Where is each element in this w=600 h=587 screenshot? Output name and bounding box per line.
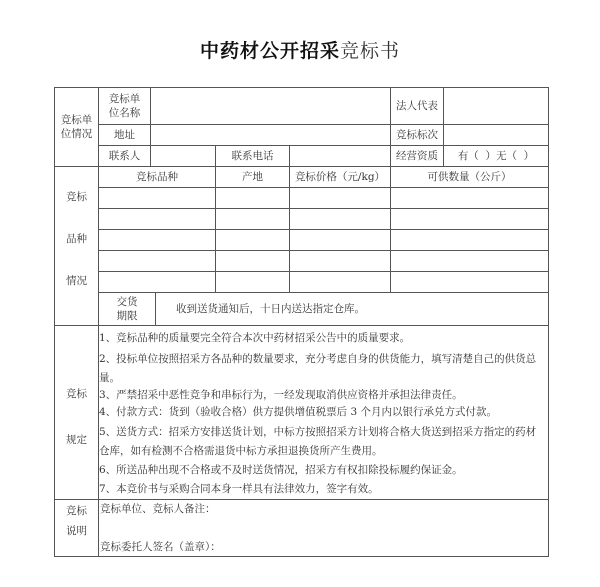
delivery-value: 收到送货通知后，十日内送达指定仓库。 (176, 303, 365, 315)
variety-cell[interactable] (290, 209, 390, 229)
contact-label: 联系人 (108, 150, 141, 162)
delivery-label-line2: 期限 (116, 310, 138, 322)
variety-cell[interactable] (216, 230, 289, 250)
bidder-section-label (55, 88, 98, 166)
table-border-right (548, 87, 549, 557)
variety-cell[interactable] (216, 209, 289, 229)
notes-section-label-2: 说明 (66, 525, 87, 537)
variety-cell[interactable] (391, 272, 548, 292)
variety-cell[interactable] (290, 188, 390, 208)
bidder-name-field[interactable] (151, 88, 390, 124)
bidder-name-label-line2: 位名称 (108, 107, 141, 119)
signature-label: 竞标委托人签名（盖章）： (100, 541, 221, 553)
variety-cell[interactable] (99, 209, 215, 229)
rule-item-4: 4、付款方式：货到（验收合格）供方提供增值税票后 3 个月内以银行承兑方式付款。 (99, 406, 498, 418)
bid-order-field[interactable] (444, 125, 548, 145)
col-divider (155, 292, 156, 325)
address-label: 地址 (114, 129, 135, 141)
bidder-name-label (99, 88, 150, 124)
variety-cell[interactable] (216, 251, 289, 271)
variety-cell[interactable] (216, 188, 289, 208)
bidder-name-label-line1: 竞标单 (108, 93, 141, 105)
qualification-field[interactable]: 有（ ）无（ ） (457, 150, 535, 162)
variety-cell[interactable] (99, 272, 215, 292)
variety-cell[interactable] (290, 272, 390, 292)
variety-cell[interactable] (99, 230, 215, 250)
qualification-label: 经营资质 (396, 150, 438, 162)
variety-cell[interactable] (216, 272, 289, 292)
bid-order-label: 竞标标次 (396, 129, 438, 141)
variety-cell[interactable] (99, 251, 215, 271)
rule-item-6: 6、所送品种出现不合格或不及时送货情况，招采方有权扣除投标履约保证金。 (99, 464, 463, 476)
rule-item-1: 1、竞标品种的质量要完全符合本次中药材招采公告中的质量要求。 (99, 332, 411, 344)
header-quantity: 可供数量（公斤） (427, 171, 512, 183)
notes-section-label-1: 竞标 (66, 505, 87, 517)
rule-item-7: 7、本竞价书与采购合同本身一样具有法律效力，签字有效。 (99, 483, 379, 495)
variety-cell[interactable] (290, 230, 390, 250)
delivery-label-line1: 交货 (116, 296, 138, 308)
rule-item-2: 2、投标单位按照招采方各品种的数量要求，充分考虑自身的供货能力，填写清楚自己的供货总量。 (99, 353, 537, 384)
varieties-section-label-1: 竞标 (66, 191, 87, 203)
variety-cell[interactable] (99, 188, 215, 208)
bidder-section-label-line1: 竞标单 (60, 114, 93, 126)
phone-label: 联系电话 (231, 150, 274, 162)
variety-cell[interactable] (391, 209, 548, 229)
address-field[interactable] (151, 125, 390, 145)
variety-cell[interactable] (391, 251, 548, 271)
rules-section-label-2: 规定 (66, 434, 87, 446)
legal-rep-field[interactable] (444, 88, 548, 124)
variety-cell[interactable] (391, 230, 548, 250)
page-title (0, 36, 600, 63)
header-price: 竞标价格（元/kg） (294, 171, 386, 183)
varieties-section-label-3: 情况 (66, 275, 87, 287)
row-divider (54, 499, 549, 500)
rule-item-3: 3、严禁招采中恶性竞争和串标行为，一经发现取消供应资格并承担法律责任。 (99, 389, 463, 401)
variety-cell[interactable] (391, 188, 548, 208)
header-origin: 产地 (242, 171, 263, 183)
bidder-section-label-line2: 位情况 (60, 128, 93, 140)
remarks-label: 竞标单位、竞标人备注： (100, 503, 216, 515)
row-divider (98, 292, 549, 293)
phone-field[interactable] (290, 146, 390, 166)
row-divider (54, 325, 549, 326)
varieties-section-label-2: 品种 (66, 233, 87, 245)
rule-item-5: 5、送货方式：招采方安排送货计划，中标方按照招采方计划将合格大货送到招采方指定的药材仓库，如有检测不合格需退货中标方承担退换货所产生费用。 (99, 426, 537, 457)
delivery-label (99, 293, 155, 325)
title-bold: 中药材公开招采 (199, 40, 340, 62)
table-border-bottom (54, 556, 549, 557)
contact-field[interactable] (151, 146, 215, 166)
variety-cell[interactable] (290, 251, 390, 271)
header-variety: 竞标品种 (136, 171, 178, 183)
legal-rep-label: 法人代表 (396, 100, 438, 112)
rules-section-label-1: 竞标 (66, 388, 87, 400)
title-normal: 竞标书 (340, 40, 401, 62)
